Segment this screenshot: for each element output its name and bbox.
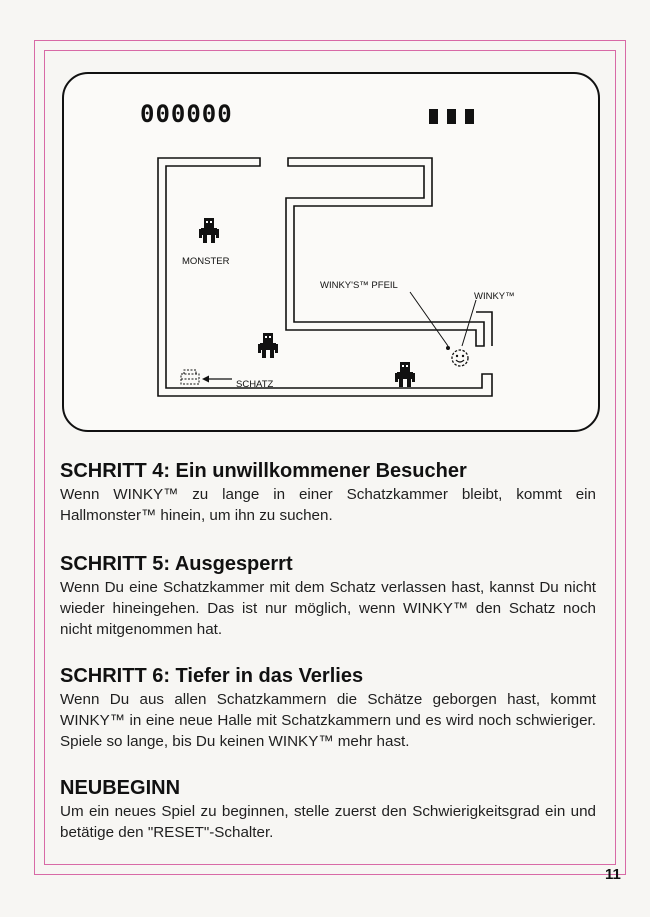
treasure-label: SCHATZ <box>236 379 274 390</box>
section-heading: SCHRITT 6: Tiefer in das Verlies <box>60 665 364 687</box>
section-body: Um ein neues Spiel zu beginnen, stelle zuerst den Schwierigkeitsgrad ein und betätige den "RESET"-Schalter. <box>60 803 596 841</box>
section-step-4 <box>60 458 596 526</box>
callout-lines <box>64 74 600 432</box>
score-display: 000000 <box>140 100 233 128</box>
section-step-6 <box>60 663 596 752</box>
section-heading: NEUBEGINN <box>60 777 181 799</box>
winky-label: WINKY™ <box>474 291 515 302</box>
monster-label: MONSTER <box>182 256 230 267</box>
page-number: 11 <box>605 866 621 883</box>
section-heading: SCHRITT 5: Ausgesperrt <box>60 553 293 575</box>
section-body: Wenn Du aus allen Schatzkammern die Schätze geborgen hast, kommt WINKY™ in eine neue Halle mit Schatzkammern und es wird noch schwieriger. Spiele so lange, bis Du keinen WINKY™ mehr hast. <box>60 691 596 750</box>
arrow-label: WINKY'S™ PFEIL <box>320 280 398 291</box>
section-body: Wenn Du eine Schatzkammer mit dem Schatz verlassen hast, kannst Du nicht wieder hineingehen. Das ist nur möglich, wenn WINKY™ den Schatz noch nicht mitgenommen hat. <box>60 579 596 638</box>
section-heading: SCHRITT 4: Ein unwillkommener Besucher <box>60 460 467 482</box>
section-restart <box>60 775 596 843</box>
winky-icon <box>450 348 470 368</box>
section-body: Wenn WINKY™ zu lange in einer Schatzkammer bleibt, kommt ein Hallmonster™ hinein, um ihn zu suchen. <box>60 486 596 524</box>
section-step-5 <box>60 551 596 640</box>
game-screen-illustration <box>62 72 600 432</box>
